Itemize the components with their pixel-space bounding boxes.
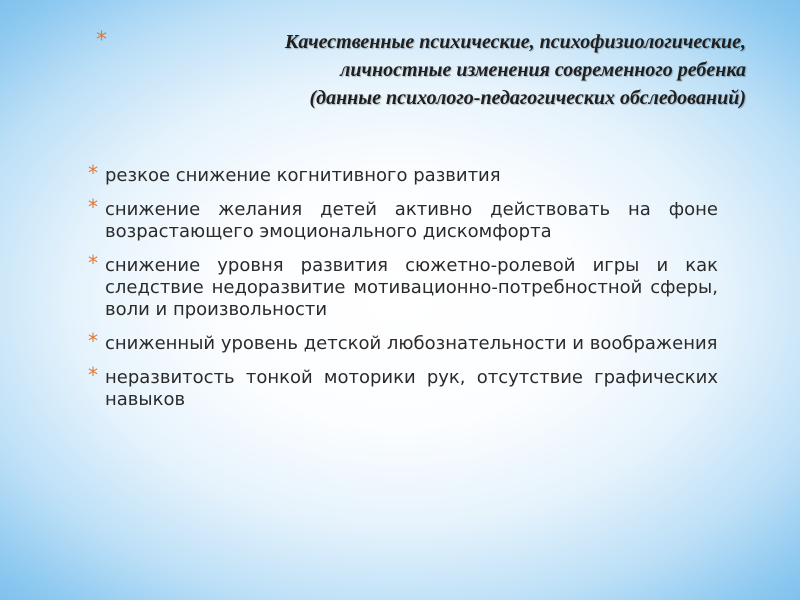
list-item <box>88 363 718 411</box>
list-item <box>88 195 718 243</box>
title-bullet-icon: * <box>96 28 107 53</box>
list-item <box>88 161 718 187</box>
bullet-icon: * <box>88 329 98 353</box>
bullet-list <box>88 161 718 423</box>
bullet-icon: * <box>88 363 98 387</box>
list-item-text: неразвитость тонкой моторики рук, отсутствие графических навыков <box>105 367 718 410</box>
title-text <box>96 28 746 112</box>
list-item <box>88 329 718 355</box>
title-line-2: личностные изменения современного ребенка <box>340 59 746 81</box>
list-item-text: сниженный уровень детской любознательности и воображения <box>105 333 718 354</box>
title-line-3: (данные психолого-педагогических обследований) <box>309 87 746 109</box>
bullet-icon: * <box>88 161 98 185</box>
title-line-1: Качественные психические, психофизиологические, <box>284 31 746 53</box>
list-item <box>88 251 718 321</box>
list-item-text: снижение желания детей активно действовать на фоне возрастающего эмоционального дискомфорта <box>105 199 718 242</box>
slide-title <box>96 28 746 112</box>
list-item-text: снижение уровня развития сюжетно-ролевой игры и как следствие недоразвитие мотивационно-потребностной сферы, воли и произвольности <box>105 255 718 320</box>
bullet-icon: * <box>88 195 98 219</box>
list-item-text: резкое снижение когнитивного развития <box>105 165 501 186</box>
bullet-icon: * <box>88 251 98 275</box>
